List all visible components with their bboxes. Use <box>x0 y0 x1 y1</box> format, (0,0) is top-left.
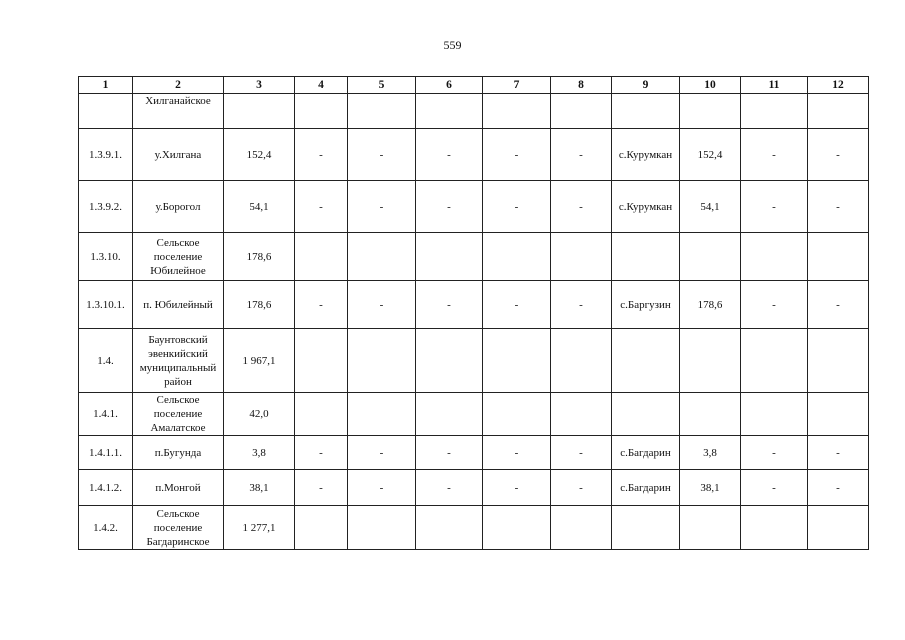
table-cell: - <box>295 281 348 329</box>
table-cell: - <box>483 436 551 470</box>
table-cell: - <box>295 470 348 506</box>
table-cell: с.Курумкан <box>612 129 680 181</box>
column-header: 3 <box>224 77 295 94</box>
table-cell: - <box>808 181 869 233</box>
table-cell <box>808 329 869 393</box>
table-cell <box>416 94 483 129</box>
table-cell: - <box>348 129 416 181</box>
table-row <box>79 94 869 129</box>
table-cell <box>741 329 808 393</box>
table-cell <box>808 94 869 129</box>
table-row <box>79 181 869 233</box>
column-header: 2 <box>133 77 224 94</box>
table-cell: - <box>551 281 612 329</box>
table-cell <box>612 233 680 281</box>
column-header: 8 <box>551 77 612 94</box>
table-cell: - <box>551 181 612 233</box>
table-cell <box>295 506 348 550</box>
table-row <box>79 436 869 470</box>
table-cell: Сельское поселение Юбилейное <box>133 233 224 281</box>
table-row <box>79 393 869 436</box>
table-cell <box>483 506 551 550</box>
table-cell: - <box>551 129 612 181</box>
table-cell: 1.4. <box>79 329 133 393</box>
table-cell: - <box>483 470 551 506</box>
table-cell: 178,6 <box>680 281 741 329</box>
table-cell: Сельское поселение Амалатское <box>133 393 224 436</box>
table-cell <box>224 94 295 129</box>
table-cell <box>612 329 680 393</box>
table-cell: с.Курумкан <box>612 181 680 233</box>
table-cell: 1.3.9.2. <box>79 181 133 233</box>
table-cell: - <box>741 129 808 181</box>
data-table <box>78 76 869 550</box>
table-cell: - <box>348 281 416 329</box>
table-cell <box>483 94 551 129</box>
table-cell: 178,6 <box>224 281 295 329</box>
table-cell: 3,8 <box>680 436 741 470</box>
table-row <box>79 329 869 393</box>
column-header: 4 <box>295 77 348 94</box>
column-header: 5 <box>348 77 416 94</box>
table-cell <box>416 329 483 393</box>
table-cell <box>483 233 551 281</box>
column-header: 9 <box>612 77 680 94</box>
table-cell: - <box>741 181 808 233</box>
table-cell <box>741 94 808 129</box>
table-cell: 1.3.9.1. <box>79 129 133 181</box>
table-cell: 54,1 <box>680 181 741 233</box>
table-cell: - <box>348 181 416 233</box>
table-cell <box>612 94 680 129</box>
table-cell: 1.4.2. <box>79 506 133 550</box>
table-cell: - <box>808 436 869 470</box>
table-cell: 152,4 <box>224 129 295 181</box>
table-cell <box>741 393 808 436</box>
table-cell: 152,4 <box>680 129 741 181</box>
table-cell: 1.3.10. <box>79 233 133 281</box>
table-cell: 54,1 <box>224 181 295 233</box>
table-cell: 38,1 <box>224 470 295 506</box>
table-cell <box>416 393 483 436</box>
table-cell: - <box>483 181 551 233</box>
table-cell <box>348 233 416 281</box>
table-cell <box>808 506 869 550</box>
table-cell <box>741 506 808 550</box>
table-cell: - <box>416 181 483 233</box>
table-cell: - <box>741 281 808 329</box>
table-cell <box>416 233 483 281</box>
table-cell: - <box>416 129 483 181</box>
table-cell: - <box>295 436 348 470</box>
table-cell: - <box>295 181 348 233</box>
table-cell <box>348 506 416 550</box>
table-cell: - <box>551 436 612 470</box>
table-cell <box>79 94 133 129</box>
table-cell <box>483 393 551 436</box>
table-cell <box>348 329 416 393</box>
table-cell <box>808 233 869 281</box>
table-cell: с.Багдарин <box>612 470 680 506</box>
column-header: 11 <box>741 77 808 94</box>
table-cell <box>295 233 348 281</box>
table-cell <box>295 393 348 436</box>
table-cell: - <box>808 281 869 329</box>
table-cell <box>680 393 741 436</box>
table-cell <box>680 233 741 281</box>
table-cell: 1.4.1.2. <box>79 470 133 506</box>
table-cell: у.Хилгана <box>133 129 224 181</box>
table-cell: - <box>483 281 551 329</box>
table-cell <box>551 329 612 393</box>
table-cell: - <box>348 436 416 470</box>
table-cell: 38,1 <box>680 470 741 506</box>
page-number: 559 <box>443 38 462 52</box>
table-cell: п. Юбилейный <box>133 281 224 329</box>
table-cell: п.Монгой <box>133 470 224 506</box>
table-cell <box>551 233 612 281</box>
table-cell: Хилганайское <box>133 94 224 129</box>
table-cell: - <box>551 470 612 506</box>
table-cell <box>416 506 483 550</box>
table-cell: - <box>808 129 869 181</box>
table-cell: 1 967,1 <box>224 329 295 393</box>
table-cell: - <box>741 436 808 470</box>
table-cell: - <box>348 470 416 506</box>
table-cell <box>612 506 680 550</box>
table-body <box>79 94 869 550</box>
table-cell: 1.4.1. <box>79 393 133 436</box>
table-row <box>79 506 869 550</box>
table-cell: п.Бугунда <box>133 436 224 470</box>
column-header: 7 <box>483 77 551 94</box>
column-header: 12 <box>808 77 869 94</box>
table-cell <box>680 94 741 129</box>
table-cell <box>551 94 612 129</box>
table-cell: - <box>416 470 483 506</box>
table-row <box>79 129 869 181</box>
table-row <box>79 233 869 281</box>
table-cell <box>348 393 416 436</box>
table-cell: 1.3.10.1. <box>79 281 133 329</box>
table-row <box>79 281 869 329</box>
table-cell <box>551 393 612 436</box>
table-cell: у.Борогол <box>133 181 224 233</box>
table-cell <box>808 393 869 436</box>
column-header: 6 <box>416 77 483 94</box>
table-cell: - <box>808 470 869 506</box>
table-cell: - <box>741 470 808 506</box>
table-cell <box>483 329 551 393</box>
table-cell: Сельское поселение Багдаринское <box>133 506 224 550</box>
table-cell <box>348 94 416 129</box>
table-cell: с.Баргузин <box>612 281 680 329</box>
table-cell: - <box>483 129 551 181</box>
table-cell <box>295 94 348 129</box>
table-cell: - <box>416 436 483 470</box>
table-cell <box>680 506 741 550</box>
table-cell: - <box>295 129 348 181</box>
table-cell: Баунтовский эвенкийский муниципальный район <box>133 329 224 393</box>
table-cell <box>551 506 612 550</box>
column-header: 10 <box>680 77 741 94</box>
table-cell: 3,8 <box>224 436 295 470</box>
table-cell <box>680 329 741 393</box>
table-cell: 1 277,1 <box>224 506 295 550</box>
header-row <box>79 77 869 94</box>
table-cell: - <box>416 281 483 329</box>
table-cell <box>612 393 680 436</box>
table-cell: 178,6 <box>224 233 295 281</box>
column-header: 1 <box>79 77 133 94</box>
table-row <box>79 470 869 506</box>
table-cell <box>741 233 808 281</box>
table-cell: 42,0 <box>224 393 295 436</box>
table-cell: 1.4.1.1. <box>79 436 133 470</box>
table-cell: с.Багдарин <box>612 436 680 470</box>
table-cell <box>295 329 348 393</box>
